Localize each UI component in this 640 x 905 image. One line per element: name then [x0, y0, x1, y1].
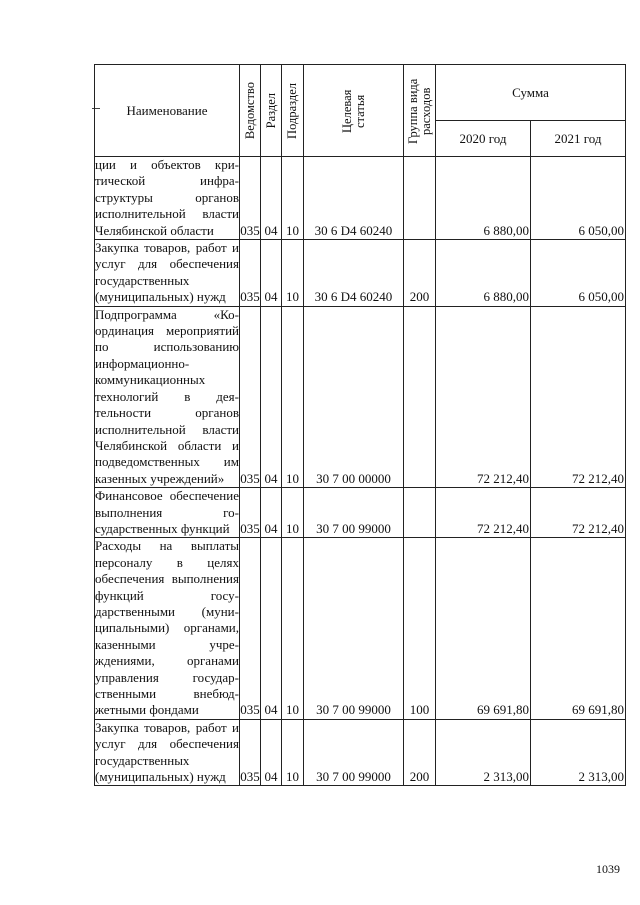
row-dept: 035: [240, 538, 261, 719]
table-row: [95, 488, 626, 538]
row-section: 04: [261, 538, 282, 719]
header-year-2020: 2020 год: [436, 121, 531, 157]
row-subsection: 10: [282, 488, 304, 538]
row-target: 30 6 D4 60240: [304, 157, 404, 240]
row-subsection: 10: [282, 306, 304, 487]
row-dept: 035: [240, 488, 261, 538]
row-group: 200: [404, 240, 436, 307]
row-name: Закупка товаров, работ и услуг для обеспечения государственных (муниципальных) нужд: [95, 719, 239, 785]
row-subsection: 10: [282, 538, 304, 719]
header-sum: Сумма: [436, 65, 626, 121]
row-subsection: 10: [282, 157, 304, 240]
row-sum-2021: 72 212,40: [531, 488, 626, 538]
row-target: 30 7 00 99000: [304, 538, 404, 719]
header-section: Раздел: [261, 65, 282, 157]
row-section: 04: [261, 240, 282, 307]
table-row: [95, 719, 626, 786]
row-dept: 035: [240, 719, 261, 786]
table-row: [95, 157, 626, 240]
row-target: 30 7 00 99000: [304, 719, 404, 786]
row-target: 30 6 D4 60240: [304, 240, 404, 307]
table-row: [95, 538, 626, 719]
row-sum-2020: 6 880,00: [436, 157, 531, 240]
row-group: [404, 306, 436, 487]
row-sum-2020: 2 313,00: [436, 719, 531, 786]
row-sum-2021: 69 691,80: [531, 538, 626, 719]
row-sum-2020: 72 212,40: [436, 306, 531, 487]
row-dept: 035: [240, 157, 261, 240]
row-name: Расходы на выплаты персоналу в целях обеспечения выполнения функций государственными (муниципальными) органами, казенными учреждениями, органами управления государственными внебюджетными фондами: [95, 538, 239, 718]
row-sum-2021: 6 050,00: [531, 240, 626, 307]
row-group: 100: [404, 538, 436, 719]
row-name: Закупка товаров, работ и услуг для обеспечения государственных (муниципальных) нужд: [95, 240, 239, 305]
row-group: [404, 488, 436, 538]
page-number: 1039: [596, 862, 620, 876]
table-row: [95, 306, 626, 487]
header-name: Наименование: [95, 65, 240, 157]
row-subsection: 10: [282, 240, 304, 307]
row-sum-2020: 72 212,40: [436, 488, 531, 538]
row-group: 200: [404, 719, 436, 786]
row-name: ции и объектов критической инфраструктуры органов исполнительной власти Челябинской области: [95, 157, 239, 238]
row-target: 30 7 00 99000: [304, 488, 404, 538]
row-section: 04: [261, 306, 282, 487]
row-sum-2021: 72 212,40: [531, 306, 626, 487]
header-dept: Ведомство: [240, 65, 261, 157]
header-subsection: Подраздел: [282, 65, 304, 157]
row-section: 04: [261, 719, 282, 786]
row-section: 04: [261, 488, 282, 538]
row-dept: 035: [240, 306, 261, 487]
row-group: [404, 157, 436, 240]
row-target: 30 7 00 00000: [304, 306, 404, 487]
row-section: 04: [261, 157, 282, 240]
header-group: Группа вида расходов: [404, 65, 436, 157]
header-target: Целевая статья: [304, 65, 404, 157]
row-name: Финансовое обеспечение выполнения государственных функций: [95, 488, 239, 536]
row-name: Подпрограмма «Координация мероприятий по использованию информационнокоммуникационных технологий в деятельности органов исполнительной власти Челябинской области и подведомственных им казенных учреждений»: [95, 306, 239, 486]
row-sum-2021: 2 313,00: [531, 719, 626, 786]
row-sum-2020: 6 880,00: [436, 240, 531, 307]
row-sum-2021: 6 050,00: [531, 157, 626, 240]
budget-table: [94, 64, 626, 786]
row-subsection: 10: [282, 719, 304, 786]
header-year-2021: 2021 год: [531, 121, 626, 157]
row-sum-2020: 69 691,80: [436, 538, 531, 719]
table-row: [95, 240, 626, 307]
row-dept: 035: [240, 240, 261, 307]
